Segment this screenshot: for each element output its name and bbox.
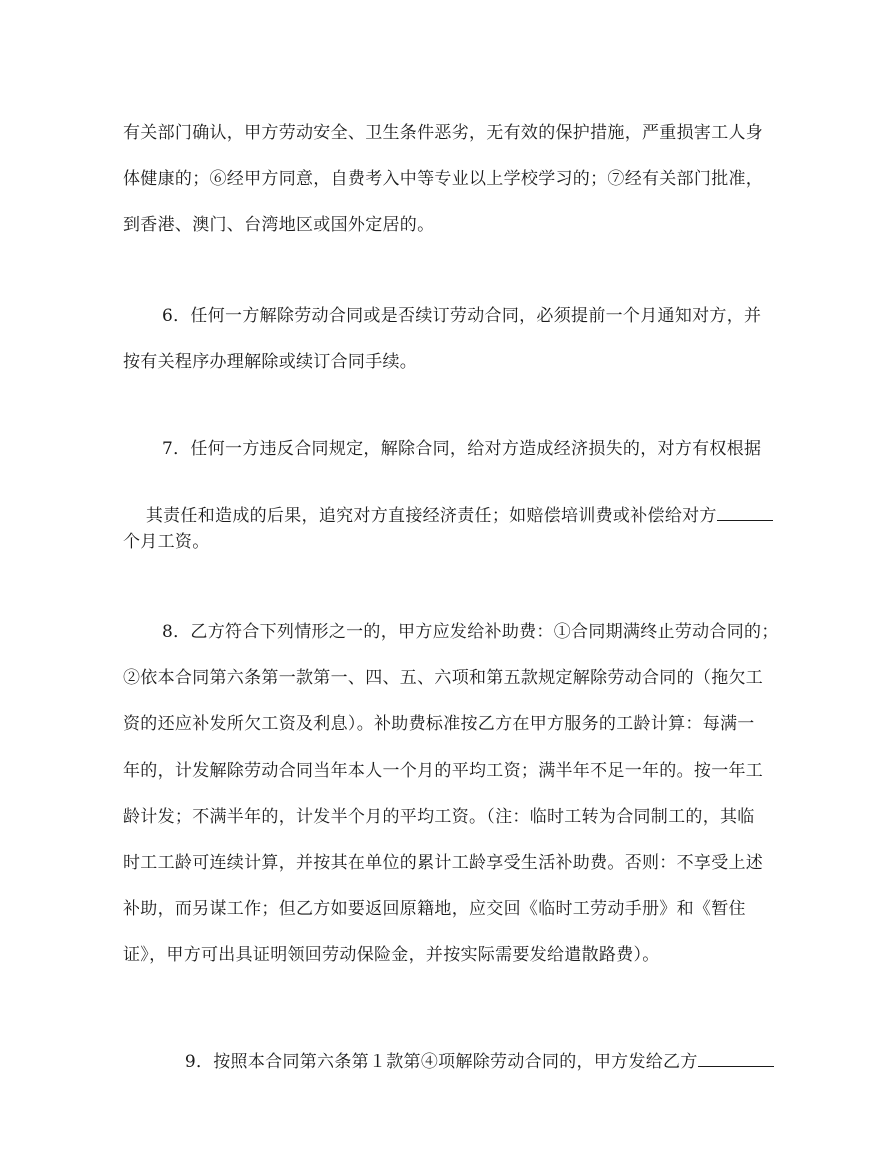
clause-8-line: 时工工龄可连续计算，并按其在单位的累计工龄享受生活补助费。否则：不享受上述 [123,853,764,873]
clause-8-line: 补助，而另谋工作；但乙方如要返回原籍地，应交回《临时工劳动手册》和《暂住 [123,899,746,919]
clause-7-text: 其责任和造成的后果，追究对方直接经济责任；如赔偿培训费或补偿给对方 [145,506,717,526]
clause-8-line: 年的，计发解除劳动合同当年本人一个月的平均工资；满半年不足一年的。按一年工 [123,761,764,781]
clause-8-line: 8．乙方符合下列情形之一的，甲方应发给补助费：①合同期满终止劳动合同的； [162,622,779,642]
paragraph-line: 有关部门确认，甲方劳动安全、卫生条件恶劣，无有效的保护措施，严重损害工人身 [123,123,764,143]
clause-9-line [162,1027,774,1092]
clause-8-line: 证》，甲方可出具证明领回劳动保险金，并按实际需要发给遣散路费）。 [123,945,660,965]
clause-6-line: 6．任何一方解除劳动合同或是否续订劳动合同，必须提前一个月通知对方，并 [162,306,762,326]
clause-9-text: 9．按照本合同第六条第１款第④项解除劳动合同的，甲方发给乙方 [184,1052,698,1072]
paragraph-line: 体健康的；⑥经甲方同意，自费考入中等专业以上学校学习的；⑦经有关部门批准， [123,169,764,189]
fill-in-blank [698,1050,774,1067]
clause-7-line [123,481,773,546]
clause-8-line: ②依本合同第六条第一款第一、四、五、六项和第五款规定解除劳动合同的（拖欠工 [123,668,764,688]
clause-7-line: 7．任何一方违反合同规定，解除合同，给对方造成经济损失的，对方有权根据 [162,439,762,459]
clause-8-line: 龄计发；不满半年的，计发半个月的平均工资。（注：临时工转为合同制工的，其临 [123,807,755,827]
clause-6-line: 按有关程序办理解除或续订合同手续。 [123,352,418,372]
fill-in-blank [717,504,773,521]
paragraph-line: 到香港、澳门、台湾地区或国外定居的。 [123,215,435,235]
clause-7-line: 个月工资。 [123,532,210,552]
clause-8-line: 资的还应补发所欠工资及利息）。补助费标准按乙方在甲方服务的工龄计算：每满一 [123,714,755,734]
